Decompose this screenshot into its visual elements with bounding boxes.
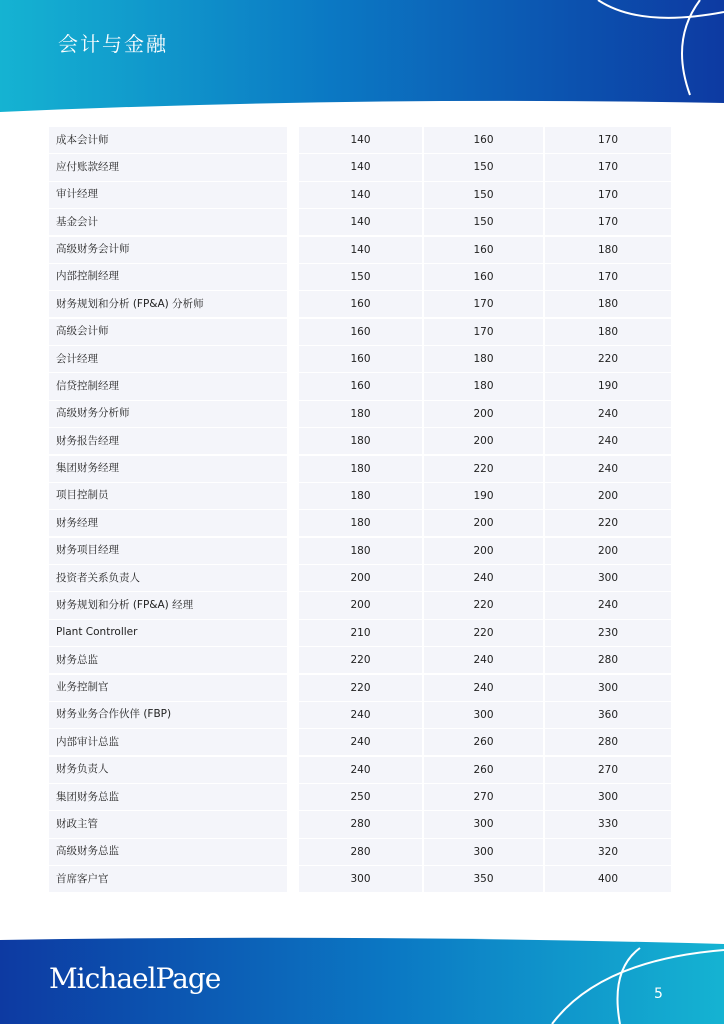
page-footer <box>0 930 724 1024</box>
role-cell: 首席客户官 <box>49 866 287 892</box>
column-gap <box>287 428 297 454</box>
salary-low-cell: 300 <box>299 866 422 892</box>
column-gap <box>287 510 297 536</box>
salary-mid-cell: 220 <box>424 592 543 618</box>
table-row <box>49 291 675 317</box>
salary-high-cell: 180 <box>545 237 671 263</box>
table-row <box>49 675 675 701</box>
salary-low-cell: 200 <box>299 592 422 618</box>
role-cell: 财务项目经理 <box>49 538 287 564</box>
column-gap <box>287 346 297 372</box>
salary-low-cell: 180 <box>299 483 422 509</box>
role-cell: 投资者关系负责人 <box>49 565 287 591</box>
salary-high-cell: 220 <box>545 346 671 372</box>
role-cell: 信贷控制经理 <box>49 373 287 399</box>
salary-high-cell: 180 <box>545 319 671 345</box>
salary-low-cell: 140 <box>299 237 422 263</box>
salary-mid-cell: 240 <box>424 647 543 673</box>
salary-high-cell: 280 <box>545 647 671 673</box>
salary-mid-cell: 300 <box>424 702 543 728</box>
salary-high-cell: 300 <box>545 784 671 810</box>
salary-low-cell: 180 <box>299 428 422 454</box>
salary-high-cell: 400 <box>545 866 671 892</box>
salary-low-cell: 180 <box>299 401 422 427</box>
table-row <box>49 127 675 153</box>
column-gap <box>287 538 297 564</box>
role-cell: 成本会计师 <box>49 127 287 153</box>
salary-low-cell: 220 <box>299 647 422 673</box>
salary-high-cell: 200 <box>545 483 671 509</box>
salary-high-cell: 330 <box>545 811 671 837</box>
salary-mid-cell: 160 <box>424 237 543 263</box>
role-cell: 财务经理 <box>49 510 287 536</box>
salary-high-cell: 240 <box>545 456 671 482</box>
table-row <box>49 784 675 810</box>
salary-mid-cell: 200 <box>424 401 543 427</box>
salary-low-cell: 280 <box>299 839 422 865</box>
role-cell: 高级会计师 <box>49 319 287 345</box>
table-row <box>49 729 675 755</box>
table-row <box>49 264 675 290</box>
salary-high-cell: 300 <box>545 565 671 591</box>
table-row <box>49 182 675 208</box>
salary-mid-cell: 270 <box>424 784 543 810</box>
salary-low-cell: 210 <box>299 620 422 646</box>
column-gap <box>287 866 297 892</box>
salary-high-cell: 240 <box>545 401 671 427</box>
salary-mid-cell: 260 <box>424 729 543 755</box>
salary-low-cell: 200 <box>299 565 422 591</box>
table-row <box>49 483 675 509</box>
column-gap <box>287 702 297 728</box>
table-row <box>49 592 675 618</box>
role-cell: 集团财务经理 <box>49 456 287 482</box>
salary-low-cell: 280 <box>299 811 422 837</box>
salary-high-cell: 300 <box>545 675 671 701</box>
table-row <box>49 565 675 591</box>
column-gap <box>287 647 297 673</box>
salary-low-cell: 160 <box>299 373 422 399</box>
table-row <box>49 373 675 399</box>
column-gap <box>287 675 297 701</box>
column-gap <box>287 811 297 837</box>
table-row <box>49 237 675 263</box>
table-row <box>49 319 675 345</box>
role-cell: 基金会计 <box>49 209 287 235</box>
salary-mid-cell: 190 <box>424 483 543 509</box>
column-gap <box>287 154 297 180</box>
table-row <box>49 510 675 536</box>
column-gap <box>287 127 297 153</box>
salary-mid-cell: 200 <box>424 538 543 564</box>
column-gap <box>287 209 297 235</box>
column-gap <box>287 729 297 755</box>
role-cell: 高级财务总监 <box>49 839 287 865</box>
michael-page-logo: MichaelPage <box>49 962 221 995</box>
table-row <box>49 620 675 646</box>
column-gap <box>287 401 297 427</box>
salary-mid-cell: 180 <box>424 346 543 372</box>
salary-mid-cell: 240 <box>424 565 543 591</box>
table-row <box>49 538 675 564</box>
table-row <box>49 702 675 728</box>
salary-low-cell: 140 <box>299 209 422 235</box>
column-gap <box>287 237 297 263</box>
salary-high-cell: 170 <box>545 154 671 180</box>
salary-high-cell: 230 <box>545 620 671 646</box>
salary-mid-cell: 300 <box>424 811 543 837</box>
column-gap <box>287 565 297 591</box>
role-cell: 财务负责人 <box>49 757 287 783</box>
page-header <box>0 0 724 112</box>
salary-high-cell: 220 <box>545 510 671 536</box>
role-cell: 内部审计总监 <box>49 729 287 755</box>
salary-low-cell: 160 <box>299 291 422 317</box>
salary-low-cell: 160 <box>299 346 422 372</box>
role-cell: 应付账款经理 <box>49 154 287 180</box>
table-row <box>49 209 675 235</box>
salary-table <box>49 127 675 894</box>
table-row <box>49 456 675 482</box>
salary-high-cell: 170 <box>545 209 671 235</box>
table-row <box>49 811 675 837</box>
salary-low-cell: 180 <box>299 456 422 482</box>
salary-low-cell: 140 <box>299 182 422 208</box>
salary-mid-cell: 200 <box>424 428 543 454</box>
salary-high-cell: 200 <box>545 538 671 564</box>
salary-mid-cell: 260 <box>424 757 543 783</box>
role-cell: 会计经理 <box>49 346 287 372</box>
salary-low-cell: 150 <box>299 264 422 290</box>
role-cell: 审计经理 <box>49 182 287 208</box>
column-gap <box>287 784 297 810</box>
page-number: 5 <box>654 986 663 1002</box>
salary-high-cell: 190 <box>545 373 671 399</box>
table-row <box>49 757 675 783</box>
salary-high-cell: 170 <box>545 182 671 208</box>
salary-low-cell: 180 <box>299 538 422 564</box>
salary-low-cell: 240 <box>299 729 422 755</box>
table-row <box>49 839 675 865</box>
salary-mid-cell: 150 <box>424 209 543 235</box>
salary-mid-cell: 150 <box>424 182 543 208</box>
salary-mid-cell: 350 <box>424 866 543 892</box>
salary-mid-cell: 200 <box>424 510 543 536</box>
salary-high-cell: 170 <box>545 264 671 290</box>
salary-low-cell: 240 <box>299 702 422 728</box>
salary-mid-cell: 180 <box>424 373 543 399</box>
salary-high-cell: 270 <box>545 757 671 783</box>
salary-mid-cell: 160 <box>424 127 543 153</box>
table-row <box>49 346 675 372</box>
role-cell: 项目控制员 <box>49 483 287 509</box>
column-gap <box>287 264 297 290</box>
salary-low-cell: 220 <box>299 675 422 701</box>
role-cell: 高级财务分析师 <box>49 401 287 427</box>
salary-mid-cell: 170 <box>424 319 543 345</box>
salary-low-cell: 240 <box>299 757 422 783</box>
salary-high-cell: 240 <box>545 428 671 454</box>
role-cell: Plant Controller <box>49 620 287 646</box>
table-row <box>49 154 675 180</box>
salary-high-cell: 170 <box>545 127 671 153</box>
role-cell: 集团财务总监 <box>49 784 287 810</box>
salary-low-cell: 180 <box>299 510 422 536</box>
column-gap <box>287 291 297 317</box>
column-gap <box>287 757 297 783</box>
role-cell: 财务业务合作伙伴 (FBP) <box>49 702 287 728</box>
salary-low-cell: 140 <box>299 127 422 153</box>
column-gap <box>287 373 297 399</box>
column-gap <box>287 839 297 865</box>
role-cell: 财务规划和分析 (FP&A) 经理 <box>49 592 287 618</box>
column-gap <box>287 620 297 646</box>
salary-mid-cell: 150 <box>424 154 543 180</box>
salary-low-cell: 250 <box>299 784 422 810</box>
table-row <box>49 866 675 892</box>
salary-high-cell: 180 <box>545 291 671 317</box>
column-gap <box>287 483 297 509</box>
role-cell: 内部控制经理 <box>49 264 287 290</box>
salary-high-cell: 360 <box>545 702 671 728</box>
role-cell: 财务报告经理 <box>49 428 287 454</box>
salary-mid-cell: 300 <box>424 839 543 865</box>
table-row <box>49 428 675 454</box>
salary-low-cell: 140 <box>299 154 422 180</box>
salary-mid-cell: 240 <box>424 675 543 701</box>
column-gap <box>287 182 297 208</box>
column-gap <box>287 456 297 482</box>
role-cell: 高级财务会计师 <box>49 237 287 263</box>
salary-mid-cell: 220 <box>424 620 543 646</box>
table-row <box>49 647 675 673</box>
table-row <box>49 401 675 427</box>
role-cell: 财务总监 <box>49 647 287 673</box>
role-cell: 财政主管 <box>49 811 287 837</box>
page-title: 会计与金融 <box>58 32 168 56</box>
role-cell: 业务控制官 <box>49 675 287 701</box>
column-gap <box>287 319 297 345</box>
salary-high-cell: 280 <box>545 729 671 755</box>
salary-low-cell: 160 <box>299 319 422 345</box>
salary-mid-cell: 170 <box>424 291 543 317</box>
salary-mid-cell: 160 <box>424 264 543 290</box>
salary-high-cell: 320 <box>545 839 671 865</box>
salary-high-cell: 240 <box>545 592 671 618</box>
column-gap <box>287 592 297 618</box>
role-cell: 财务规划和分析 (FP&A) 分析师 <box>49 291 287 317</box>
salary-mid-cell: 220 <box>424 456 543 482</box>
